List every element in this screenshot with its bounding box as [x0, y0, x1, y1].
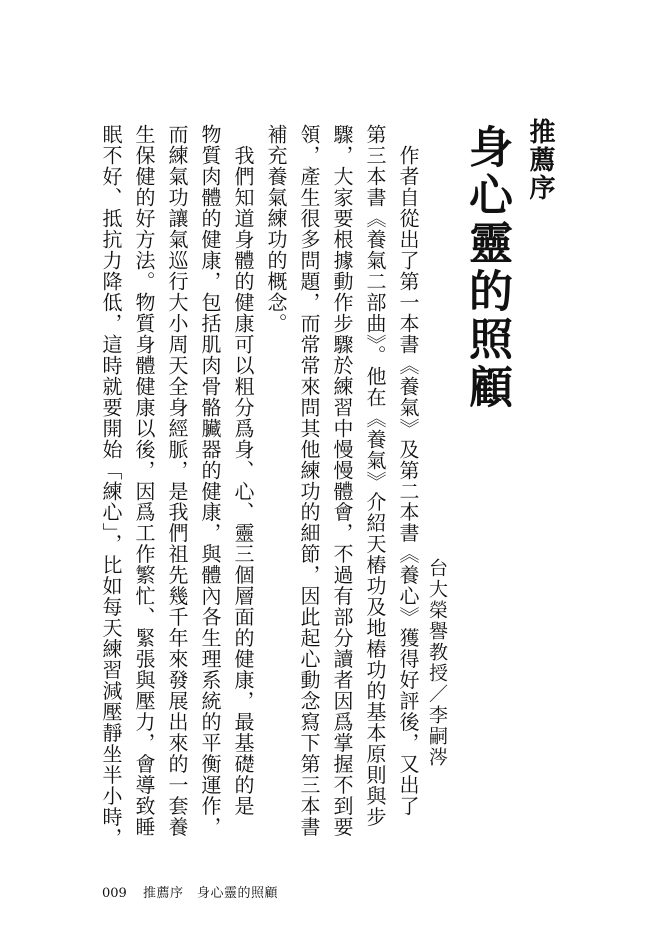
body-column-8: 而練氣功讓氣巡行大小周天全身經脈，是我們祖先幾千年來發展出來的一套養	[165, 124, 189, 838]
page-title: 身心靈的照顧	[461, 124, 512, 412]
body-column-7: 物質肉體的健康，包括肌肉骨骼臟器的健康，與體內各生理系統的平衡運作，	[198, 124, 222, 838]
page-footer	[102, 882, 278, 901]
body-column-2: 第三本書《養氣二部曲》。他在《養氣》介紹天樁功及地樁功的基本原則與步	[363, 124, 387, 828]
running-title: 推薦序 身心靈的照顧	[142, 886, 278, 901]
body-column-1: 作者自從出了第一本書《養氣》及第二本書《養心》獲得好評後，又出了	[396, 124, 420, 817]
body-column-6: 我們知道身體的健康可以粗分爲身、心、靈三個層面的健康，最基礎的是	[231, 124, 255, 817]
body-column-10: 眠不好、抵抗力降低，這時就要開始「練心」，比如每天練習減壓靜坐半小時，	[99, 124, 123, 849]
body-column-4: 領，產生很多問題，而常常來問其他練功的細節，因此起心動念寫下第三本書	[297, 124, 321, 838]
author-byline: 台大榮譽教授／李嗣涔	[426, 558, 448, 768]
section-label: 推薦序	[525, 118, 555, 202]
body-column-3: 驟，大家要根據動作步驟於練習中慢慢體會，不過有部分讀者因爲掌握不到要	[330, 124, 354, 838]
body-column-9: 生保健的好方法。物質身體健康以後，因爲工作繁忙、緊張與壓力，會導致睡	[132, 124, 156, 838]
body-column-5: 補充養氣練功的概念。	[264, 124, 288, 334]
page-number: 009	[102, 886, 127, 901]
